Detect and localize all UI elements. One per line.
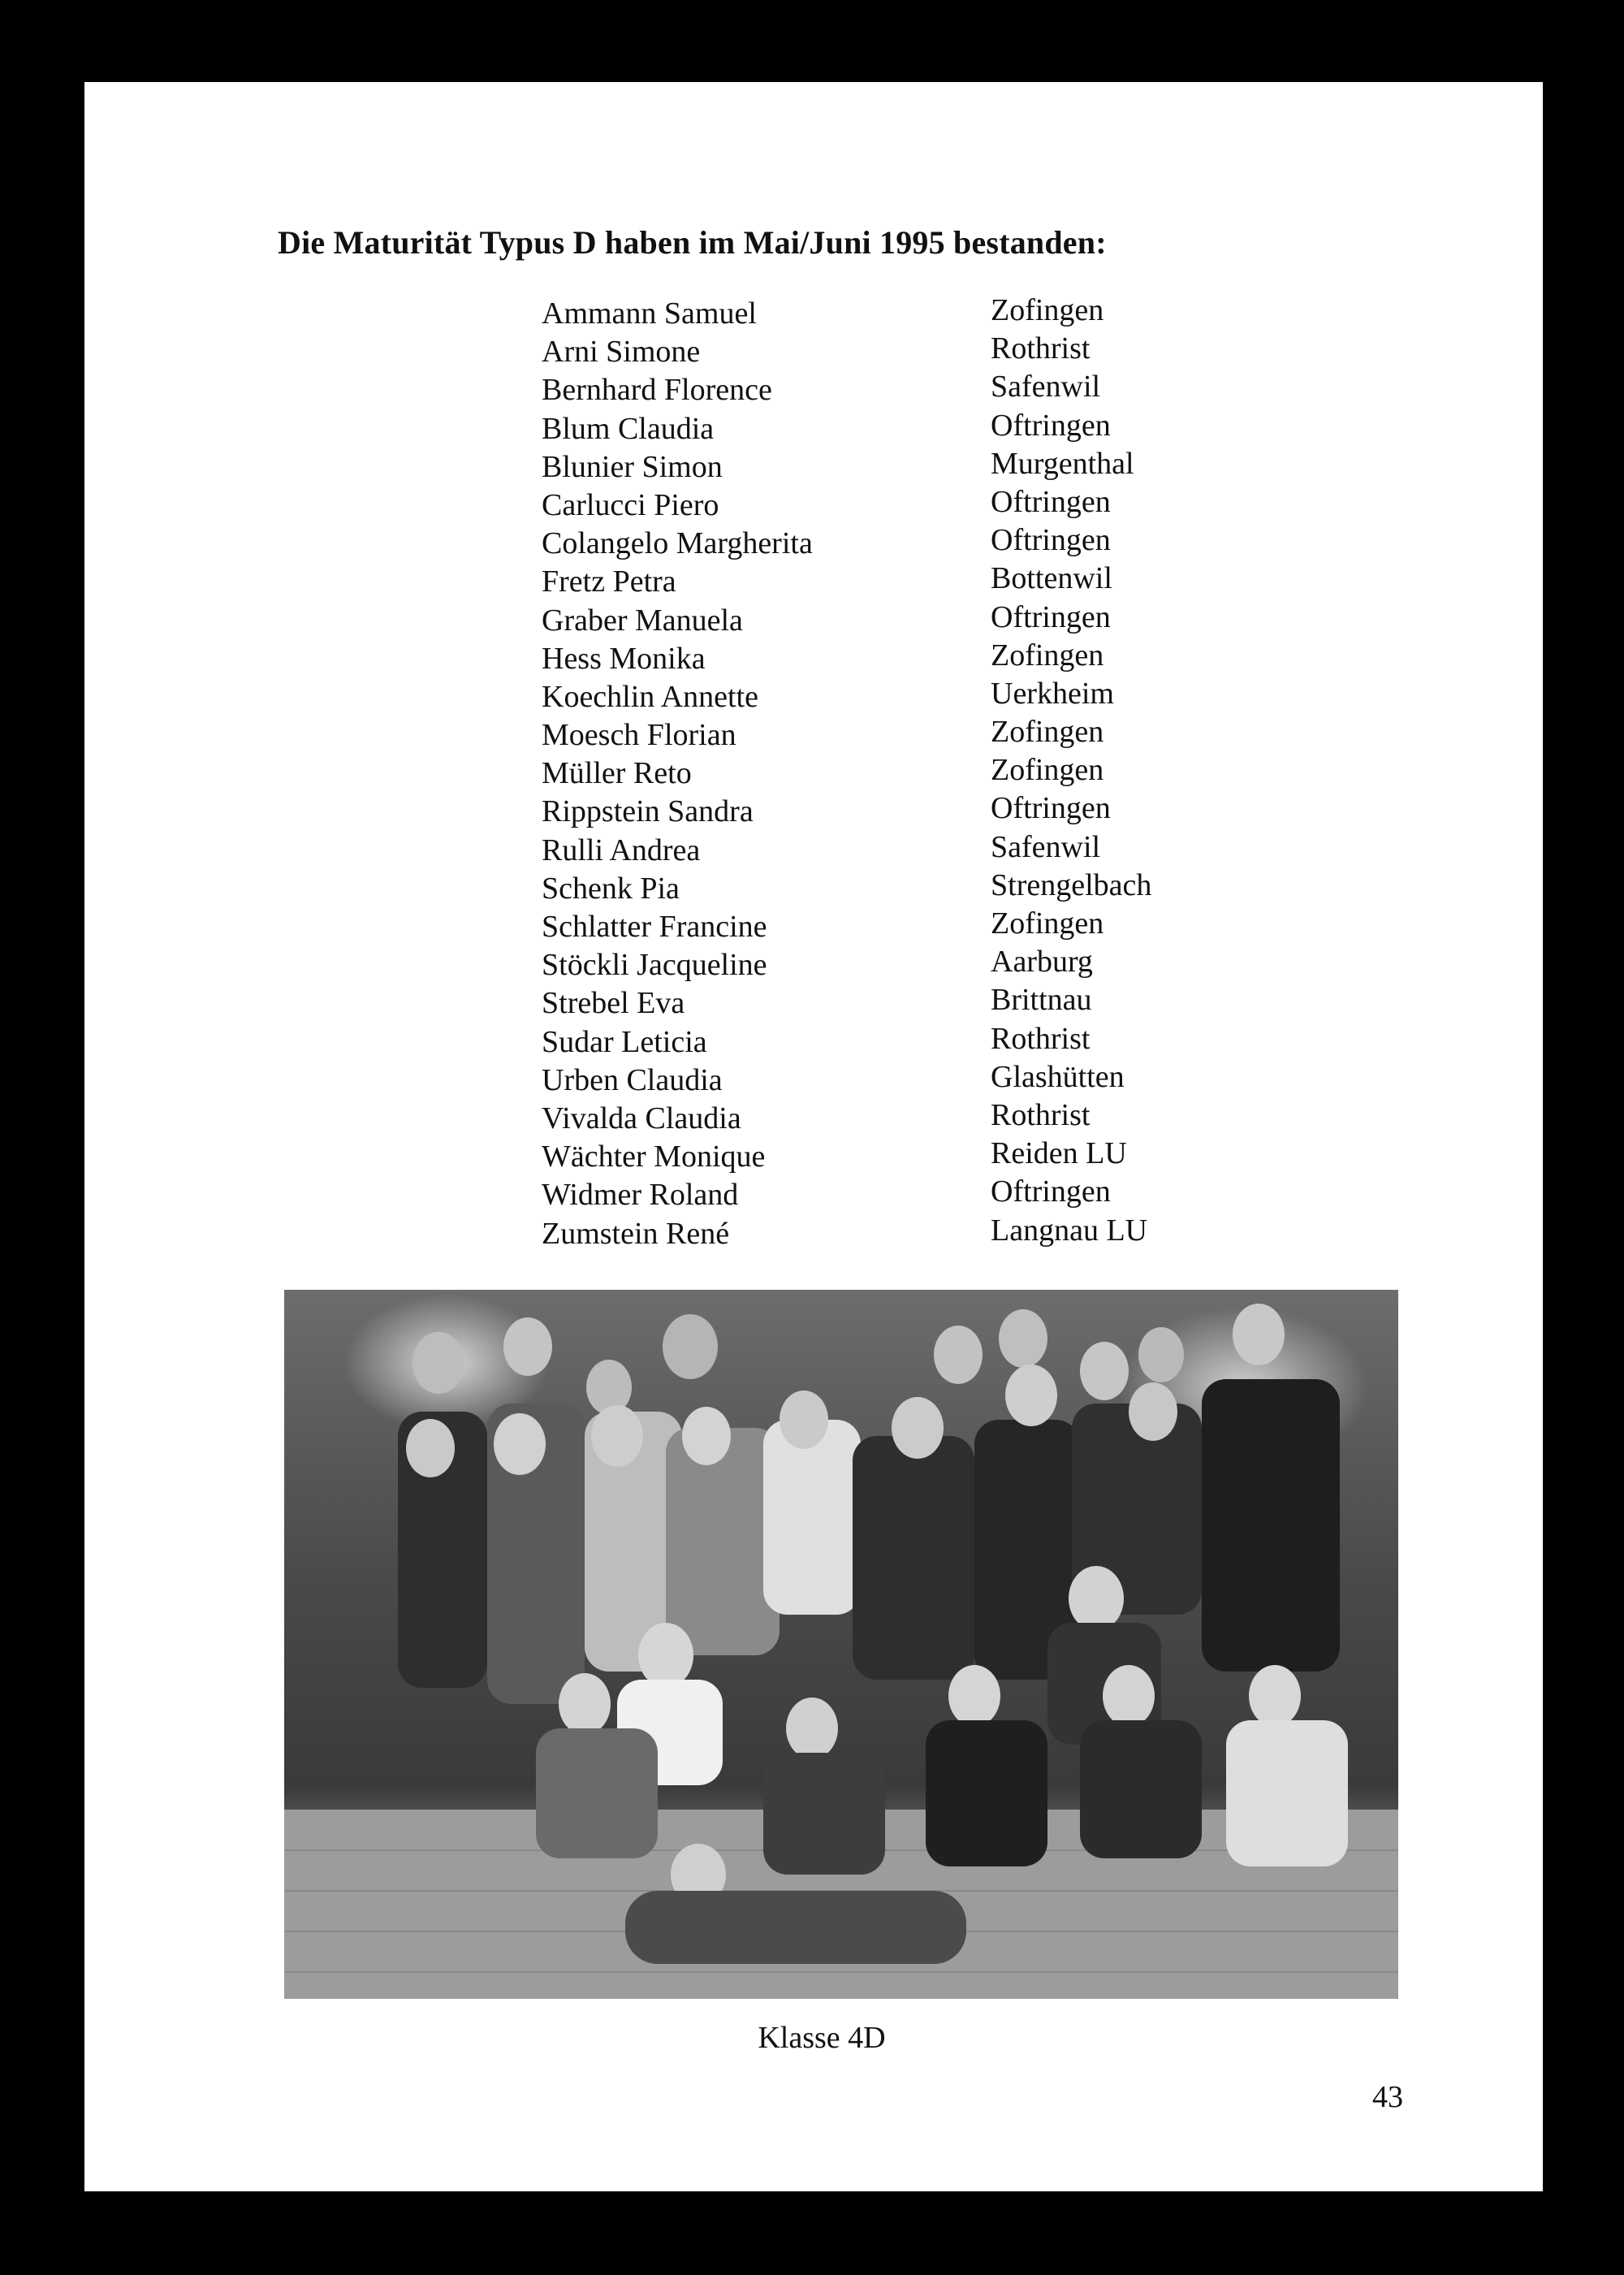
graduate-name: Ammann Samuel	[542, 296, 757, 331]
graduate-name: Blunier Simon	[542, 449, 723, 484]
photo-caption: Klasse 4D	[758, 2021, 886, 2055]
graduate-row	[542, 1215, 1272, 1253]
graduate-row	[542, 1097, 1272, 1138]
graduate-town: Zofingen	[991, 293, 1104, 327]
graduate-row	[542, 984, 1272, 1023]
graduate-name: Schlatter Francine	[542, 910, 767, 944]
graduate-name: Moesch Florian	[542, 718, 736, 753]
graduate-town: Strengelbach	[991, 867, 1152, 902]
graduate-town: Zofingen	[991, 753, 1104, 788]
graduate-row	[542, 1176, 1272, 1214]
graduate-name: Rippstein Sandra	[542, 794, 754, 829]
graduate-town: Safenwil	[991, 370, 1101, 404]
graduate-town: Rothrist	[991, 1021, 1091, 1056]
graduate-row	[542, 599, 1272, 640]
graduate-town: Zofingen	[991, 715, 1104, 750]
graduate-name: Urben Claudia	[542, 1062, 723, 1097]
document-page	[84, 82, 1543, 2191]
graduate-name: Hess Monika	[542, 641, 706, 676]
graduate-town: Oftringen	[991, 599, 1111, 634]
graduate-name: Rulli Andrea	[542, 833, 701, 867]
graduate-row	[542, 1059, 1272, 1100]
graduate-town: Oftringen	[991, 791, 1111, 826]
graduate-town: Safenwil	[991, 829, 1101, 864]
graduate-row	[542, 867, 1272, 908]
graduate-town: Bottenwil	[991, 561, 1112, 596]
class-photo	[284, 1290, 1398, 1999]
graduate-name: Arni Simone	[542, 335, 701, 370]
graduate-row	[542, 448, 1272, 487]
graduate-row	[542, 755, 1272, 793]
graduate-row	[542, 484, 1272, 525]
graduate-row	[542, 678, 1272, 716]
graduate-town: Oftringen	[991, 484, 1111, 519]
graduate-row	[542, 295, 1272, 333]
graduate-town: Rothrist	[991, 1097, 1091, 1132]
page-number: 43	[1372, 2080, 1403, 2114]
graduate-name: Müller Reto	[542, 756, 692, 791]
graduate-town: Zofingen	[991, 906, 1104, 941]
graduate-row	[542, 1023, 1272, 1062]
graduate-row	[542, 525, 1272, 563]
graduate-name: Blum Claudia	[542, 411, 715, 446]
graduate-row	[542, 716, 1272, 755]
graduate-town: Zofingen	[991, 638, 1104, 673]
graduate-town: Brittnau	[991, 983, 1092, 1018]
graduate-name: Fretz Petra	[542, 564, 676, 599]
graduate-town: Glashütten	[991, 1059, 1125, 1094]
graduate-town: Oftringen	[991, 1174, 1111, 1209]
graduate-row	[542, 1138, 1272, 1176]
graduate-town: Uerkheim	[991, 676, 1114, 711]
graduate-name: Graber Manuela	[542, 603, 743, 638]
graduate-name: Zumstein René	[542, 1216, 730, 1251]
graduate-name: Colangelo Margherita	[542, 526, 813, 561]
graduate-row	[542, 563, 1272, 601]
graduate-town: Oftringen	[991, 408, 1111, 443]
graduate-name: Wächter Monique	[542, 1140, 766, 1174]
graduate-row	[542, 829, 1272, 870]
graduate-name: Bernhard Florence	[542, 373, 772, 408]
graduate-town: Langnau LU	[991, 1213, 1148, 1248]
graduate-town: Murgenthal	[991, 446, 1134, 481]
graduate-row	[542, 946, 1272, 984]
graduate-row	[542, 908, 1272, 946]
graduate-row	[542, 371, 1272, 409]
graduate-name: Widmer Roland	[542, 1178, 739, 1213]
graduate-row	[542, 333, 1272, 371]
class-photo-illustration	[284, 1290, 1398, 1999]
graduate-town: Reiden LU	[991, 1136, 1127, 1171]
graduate-name: Koechlin Annette	[542, 679, 758, 714]
graduate-name: Stöckli Jacqueline	[542, 948, 767, 983]
graduate-row	[542, 793, 1272, 831]
graduate-name: Strebel Eva	[542, 986, 685, 1021]
graduate-town: Rothrist	[991, 331, 1091, 366]
graduate-list	[542, 295, 1272, 1253]
graduate-name: Schenk Pia	[542, 871, 680, 906]
graduate-name: Vivalda Claudia	[542, 1101, 741, 1135]
page-heading: Die Maturität Typus D haben im Mai/Juni 1995 bestanden:	[278, 224, 1107, 261]
graduate-row	[542, 640, 1272, 678]
graduate-row	[542, 410, 1272, 448]
graduate-town: Oftringen	[991, 523, 1111, 558]
graduate-name: Sudar Leticia	[542, 1024, 707, 1059]
graduate-town: Aarburg	[991, 945, 1093, 980]
graduate-name: Carlucci Piero	[542, 487, 719, 522]
